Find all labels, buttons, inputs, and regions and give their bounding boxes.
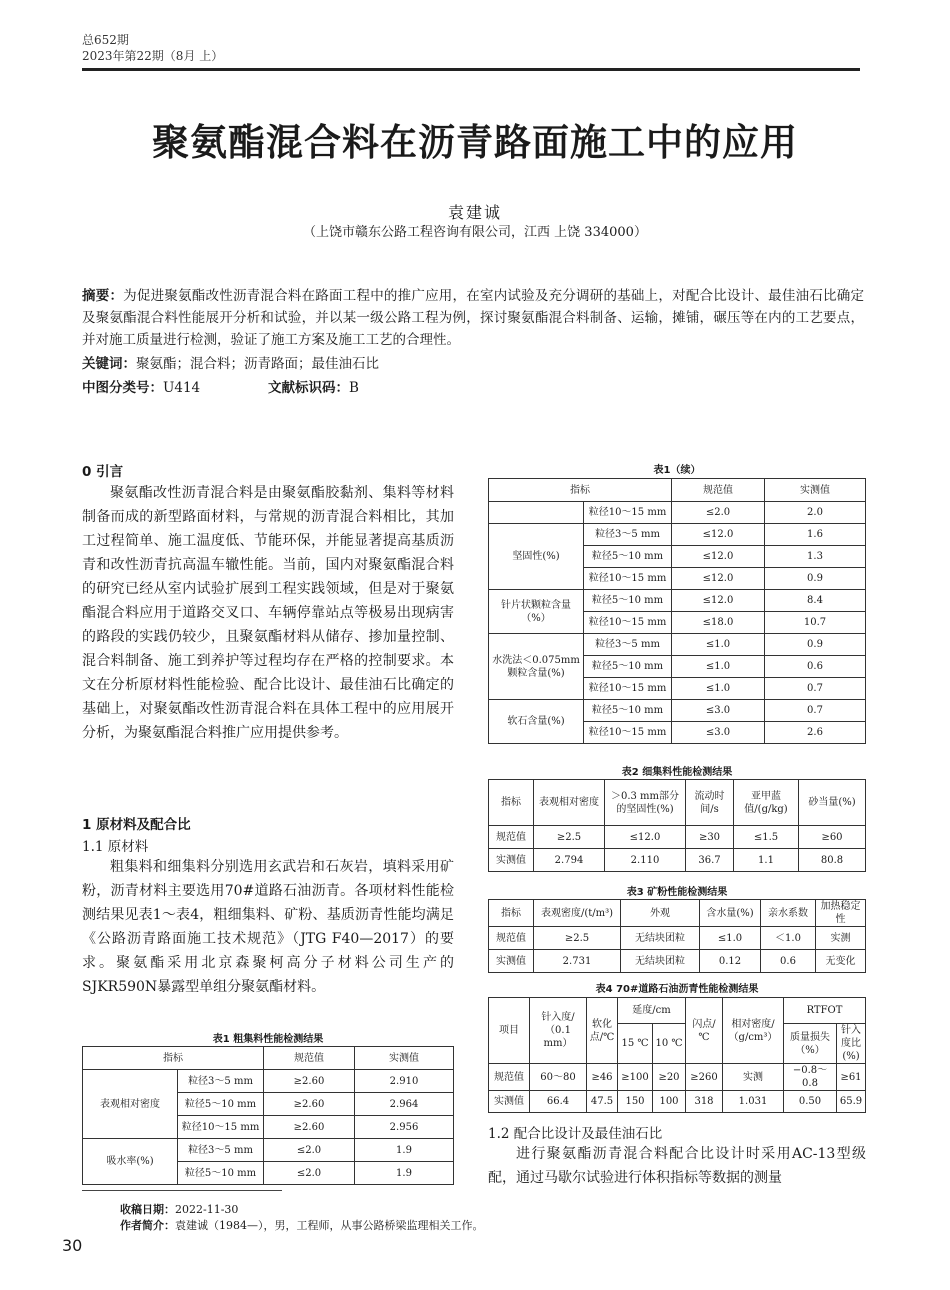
table2-header: ＞0.3 mm部分的坚固性(%) [605,780,686,826]
table2-header: 流动时间/s [686,780,734,826]
table1c-cell: ≤1.0 [672,634,765,656]
intro-body [82,481,454,745]
table1-header: 规范值 [264,1047,355,1070]
keywords-text: 聚氨酯；混合料；沥青路面；最佳油石比 [136,356,379,372]
table4-header: 软化点/℃ [587,998,618,1064]
received-date [120,1202,238,1218]
doc-value: B [349,380,359,396]
table1-cell: ≤2.0 [264,1139,355,1162]
table4-cell: 实测值 [489,1091,530,1113]
section-1-heading: 1 原材料及配合比 [82,817,191,833]
abstract-text: 为促进聚氨酯改性沥青混合料在路面工程中的推广应用，在室内试验及充分调研的基础上，对配合比设计、最佳油石比确定及聚氨酯混合料性能展开分析和试验，并以某一级公路工程为例，探讨聚氨酯混合料制备、运输，摊铺，碾压等在内的工艺要点，并对施工质量进行检测，验证了施工方案及施工工艺的合理性。 [82,288,865,348]
table1c-cell: 1.3 [765,546,866,568]
table4-cell: 1.031 [723,1091,784,1113]
table1-cell: 2.956 [355,1116,454,1139]
table3-header: 外观 [621,900,700,927]
table4-cell: 47.5 [587,1091,618,1113]
author: 袁建诚 [447,203,502,222]
table1c-cell: 粒径5～10 mm [584,700,672,722]
section-1-1-heading: 1.1 原材料 [82,839,149,855]
table1c-cell: 0.7 [765,678,866,700]
footnote-rule [82,1190,282,1191]
table4 [488,997,866,1113]
table4-header: 质量损失（%） [784,1024,837,1064]
bio-label: 作者简介： [120,1219,175,1232]
table1c-group-empty [489,502,584,524]
clc-value: U414 [163,380,201,396]
table1-header: 实测值 [355,1047,454,1070]
table4-header: 15 ℃ [618,1024,653,1064]
classification [82,377,200,399]
table1c-group: 软石含量(%) [489,700,584,744]
table2-cell: ≥60 [799,826,866,849]
table4-header: 针入度比(%) [837,1024,866,1064]
table3-header: 加热稳定性 [816,900,866,927]
table1c-cell: 1.6 [765,524,866,546]
table1c-cell: 0.7 [765,700,866,722]
table1c-cell: 粒径10～15 mm [584,678,672,700]
received-label: 收稿日期： [120,1203,175,1216]
table2-caption: 表2 细集料性能检测结果 [621,767,733,778]
table1c-cell: ≤3.0 [672,700,765,722]
table1-cell: ≥2.60 [264,1070,355,1093]
table1c-cell: 0.6 [765,656,866,678]
table1c-cell: 0.9 [765,634,866,656]
table4-header: 10 ℃ [653,1024,686,1064]
abstract-label: 摘要： [82,288,124,304]
table4-cell: 66.4 [530,1091,587,1113]
table3-cell: ＜1.0 [761,927,816,950]
table1c-cell: 粒径10～15 mm [584,502,672,524]
table1c-cell: ≤1.0 [672,656,765,678]
section-1-2-heading: 1.2 配合比设计及最佳油石比 [488,1126,663,1142]
table1-cell: 粒径5～10 mm [178,1093,264,1116]
issue-date: 2023年第22期（8月 上） [82,49,224,63]
table1-cell: ≤2.0 [264,1162,355,1185]
table4-cell: 100 [653,1091,686,1113]
issue-total: 总652期 [82,33,129,47]
table4-cell: ≥100 [618,1064,653,1091]
table1-cell: 粒径3～5 mm [178,1139,264,1162]
table3-cell: 无结块团粒 [621,927,700,950]
table3-cell: 2.731 [534,950,621,973]
table4-cell: ≥260 [686,1064,723,1091]
table1c-cell: 粒径5～10 mm [584,546,672,568]
table1-caption: 表1 粗集料性能检测结果 [212,1034,324,1045]
doc-label: 文献标识码： [268,380,349,396]
keywords [82,353,379,375]
table4-cell: ≥61 [837,1064,866,1091]
table1 [82,1046,454,1185]
table1-cell: 1.9 [355,1139,454,1162]
affiliation: （上饶市赣东公路工程咨询有限公司，江西 上饶 334000） [303,225,647,240]
table4-cell: 60～80 [530,1064,587,1091]
table1c-header: 实测值 [765,479,866,502]
table1c-cell: 粒径5～10 mm [584,590,672,612]
table4-header: 相对密度/（g/cm³） [723,998,784,1064]
table4-header: 闪点/℃ [686,998,723,1064]
table4-cell: ≥46 [587,1064,618,1091]
table1c-cell: ≤12.0 [672,568,765,590]
abstract [82,285,864,351]
table2-cell: 2.110 [605,849,686,872]
table2-cell: ≥2.5 [534,826,605,849]
table1c-cell: 粒径10～15 mm [584,568,672,590]
table1-group: 吸水率(%) [83,1139,178,1185]
table1c-cell: 2.0 [765,502,866,524]
table1c-cell: ≤12.0 [672,546,765,568]
table3-cell: 实测 [816,927,866,950]
table3-cell: 0.6 [761,950,816,973]
table3-header: 指标 [489,900,534,927]
table1c-cell: ≤3.0 [672,722,765,744]
table3-cell: 规范值 [489,927,534,950]
table4-cell: 318 [686,1091,723,1113]
table2-header: 指标 [489,780,534,826]
mix-design-body [488,1142,866,1190]
table1c-group: 坚固性(%) [489,524,584,590]
intro-paragraph: 聚氨酯改性沥青混合料是由聚氨酯胶黏剂、集料等材料制备而成的新型路面材料，与常规的沥青混合料相比，其加工过程简单、施工温度低、节能环保，并能显著提高基质沥青和改性沥青抗高温车辙性能。当前，国内对聚氨酯混合料的研究已经从室内试验扩展到工程实践领域，但是对于聚氨酯混合料应用于道路交叉口、车辆停靠站点等极易出现病害的路段的实践仍较少，且聚氨酯材料从储存、掺加量控制、混合料制备、施工到养护等过程均存在严格的控制要求。本文在分析原材料性能检验、配合比设计、最佳油石比确定的基础上，对聚氨酯改性沥青混合料在具体工程中的应用展开分析，为聚氨酯混合料推广应用提供参考。 [82,485,454,741]
doc-code [268,377,359,399]
keywords-label: 关键词： [82,356,136,372]
table1c-cell: ≤18.0 [672,612,765,634]
table1c-cell: 粒径5～10 mm [584,656,672,678]
table3-cell: 0.12 [700,950,761,973]
table1c-header: 指标 [489,479,672,502]
table3-header: 亲水系数 [761,900,816,927]
table1-cell: 粒径10～15 mm [178,1116,264,1139]
table1c-group: 水洗法＜0.075mm颗粒含量(%) [489,634,584,700]
received-value: 2022-11-30 [175,1203,239,1216]
table1-cell: 粒径3～5 mm [178,1070,264,1093]
table4-header: 项目 [489,998,530,1064]
materials-paragraph: 粗集料和细集料分别选用玄武岩和石灰岩，填料采用矿粉，沥青材料主要选用70#道路石油沥青。各项材料性能检测结果见表1～表4，粗细集料、矿粉、基质沥青性能均满足《公路沥青路面施工技术规范》（JTG F40—2017）的要求。聚氨酯采用北京森聚柯高分子材料公司生产的SJKR590N暴露型单组分聚氨酯材料。 [82,859,454,995]
table4-header: 延度/cm [618,998,686,1024]
table1c-group: 针片状颗粒含量（%） [489,590,584,634]
table1c-cell: ≤1.0 [672,678,765,700]
table1-cell: 2.910 [355,1070,454,1093]
table1-continued [488,478,866,744]
table2-cell: 80.8 [799,849,866,872]
table4-caption: 表4 70#道路石油沥青性能检测结果 [595,984,759,995]
table1-cell: ≥2.60 [264,1116,355,1139]
table2-cell: ≤12.0 [605,826,686,849]
table4-cell: ≥20 [653,1064,686,1091]
table1-header: 指标 [83,1047,264,1070]
materials-body [82,855,454,999]
page-number: 30 [62,1236,83,1255]
table2-header: 亚甲蓝值/(g/kg) [734,780,799,826]
table1c-cell: 粒径10～15 mm [584,612,672,634]
table4-cell: 规范值 [489,1064,530,1091]
table3-cell: ≤1.0 [700,927,761,950]
table3-cell: 无变化 [816,950,866,973]
table2-cell: ≤1.5 [734,826,799,849]
table2-cell: 规范值 [489,826,534,849]
table4-cell: 150 [618,1091,653,1113]
table2-header: 砂当量(%) [799,780,866,826]
table3-header: 表观密度/(t/m³) [534,900,621,927]
table4-header: 针入度/（0.1 mm） [530,998,587,1064]
table4-cell: 0.50 [784,1091,837,1113]
table1c-cell: 0.9 [765,568,866,590]
table2-header: 表观相对密度 [534,780,605,826]
table4-cell: 65.9 [837,1091,866,1113]
table4-cell: −0.8～0.8 [784,1064,837,1091]
table3-header: 含水量(%) [700,900,761,927]
mix-design-paragraph: 进行聚氨酯沥青混合料配合比设计时采用AC-13型级配，通过马歇尔试验进行体积指标等数据的测量 [488,1146,866,1186]
bio-value: 袁建诚（1984—），男，工程师，从事公路桥梁监理相关工作。 [175,1219,484,1232]
table1-cell: ≥2.60 [264,1093,355,1116]
table1-cell: 1.9 [355,1162,454,1185]
table1-cell: 粒径5～10 mm [178,1162,264,1185]
table3-caption: 表3 矿粉性能检测结果 [626,887,728,898]
author-bio [120,1218,484,1234]
table3-cell: ≥2.5 [534,927,621,950]
table3-cell: 无结块团粒 [621,950,700,973]
table4-cell: 实测 [723,1064,784,1091]
table1c-cell: 10.7 [765,612,866,634]
table2-cell: ≥30 [686,826,734,849]
table2 [488,779,866,872]
table4-header: RTFOT [784,998,866,1024]
table2-cell: 实测值 [489,849,534,872]
table1c-header: 规范值 [672,479,765,502]
table2-cell: 1.1 [734,849,799,872]
header-rule [82,68,860,71]
table1c-cell: ≤2.0 [672,502,765,524]
table1c-cell: 粒径10～15 mm [584,722,672,744]
table1-cell: 2.964 [355,1093,454,1116]
section-0-heading: 0 引言 [82,464,124,480]
table1c-cell: ≤12.0 [672,524,765,546]
table2-cell: 2.794 [534,849,605,872]
table3-cell: 实测值 [489,950,534,973]
table3 [488,899,866,973]
clc-label: 中图分类号： [82,380,163,396]
table1c-cell: 2.6 [765,722,866,744]
table1c-cell: 粒径3～5 mm [584,524,672,546]
table1c-cell: ≤12.0 [672,590,765,612]
paper-title: 聚氨酯混合料在沥青路面施工中的应用 [152,121,798,164]
table2-cell: 36.7 [686,849,734,872]
table1c-cell: 8.4 [765,590,866,612]
table1-group: 表观相对密度 [83,1070,178,1139]
table1c-caption: 表1（续） [653,465,701,476]
table1c-cell: 粒径3～5 mm [584,634,672,656]
